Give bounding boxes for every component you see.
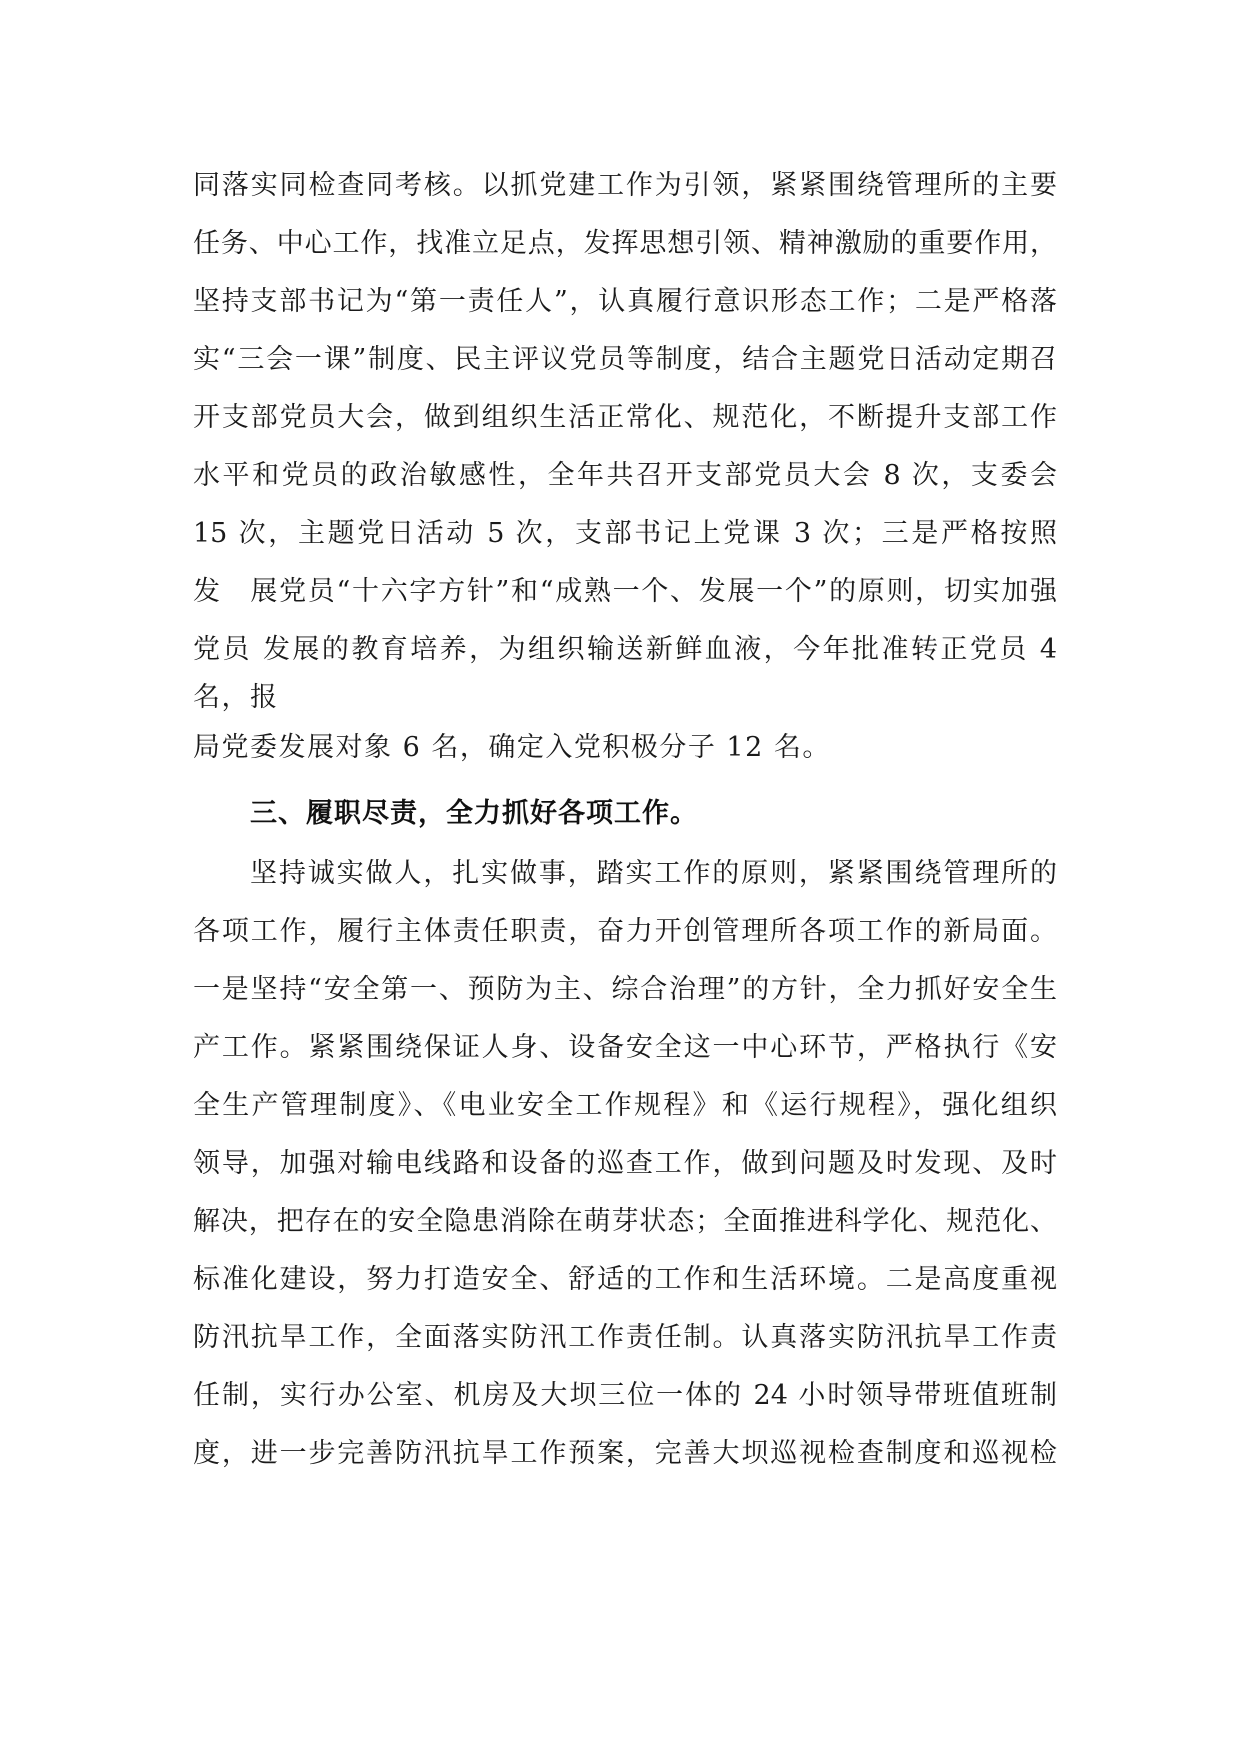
body-text-line: 各项工作，履行主体责任职责，奋力开创管理所各项工作的新局面。: [193, 916, 1057, 947]
body-text-line: 实“三会一课”制度、民主评议党员等制度，结合主题党日活动定期召: [193, 344, 1057, 375]
body-text-line: 党员 发展的教育培养，为组织输送新鲜血液，今年批准转正党员 4: [193, 634, 1057, 665]
body-text-line: 发 展党员“十六字方针”和“成熟一个、发展一个”的原则，切实加强: [193, 576, 1057, 607]
body-text-line: 产工作。紧紧围绕保证人身、设备安全这一中心环节，严格执行《安: [193, 1032, 1057, 1063]
body-text-line: 水平和党员的政治敏感性，全年共召开支部党员大会 8 次，支委会: [193, 460, 1057, 491]
body-text-line: 领导，加强对输电线路和设备的巡查工作，做到问题及时发现、及时: [193, 1148, 1057, 1179]
body-text-line: 任制，实行办公室、机房及大坝三位一体的 24 小时领导带班值班制: [193, 1380, 1057, 1411]
body-text-line: 坚持诚实做人，扎实做事，踏实工作的原则，紧紧围绕管理所的: [250, 858, 1057, 889]
body-text-line: 任务、中心工作，找准立足点，发挥思想引领、精神激励的重要作用，: [193, 228, 1057, 259]
body-text-line: 标准化建设，努力打造安全、舒适的工作和生活环境。二是高度重视: [193, 1264, 1057, 1295]
body-text-line: 局党委发展对象 6 名，确定入党积极分子 12 名。: [193, 732, 831, 763]
body-text-line: 度，进一步完善防汛抗旱工作预案，完善大坝巡视检查制度和巡视检: [193, 1438, 1057, 1469]
body-text-line: 坚持支部书记为“第一责任人”，认真履行意识形态工作；二是严格落: [193, 286, 1057, 317]
body-text-line: 名，报: [193, 682, 279, 713]
body-text-line: 全生产管理制度》、《电业安全工作规程》和《运行规程》，强化组织: [193, 1090, 1057, 1121]
body-text-line: 解决，把存在的安全隐患消除在萌芽状态；全面推进科学化、规范化、: [193, 1206, 1057, 1237]
body-text-line: 同落实同检查同考核。以抓党建工作为引领，紧紧围绕管理所的主要: [193, 170, 1057, 201]
body-text-line: 一是坚持“安全第一、预防为主、综合治理”的方针，全力抓好安全生: [193, 974, 1057, 1005]
body-text-line: 15 次，主题党日活动 5 次，支部书记上党课 3 次；三是严格按照: [193, 518, 1057, 549]
body-text-line: 防汛抗旱工作，全面落实防汛工作责任制。认真落实防汛抗旱工作责: [193, 1322, 1057, 1353]
section-heading: 三、履职尽责，全力抓好各项工作。: [250, 798, 698, 829]
body-text-line: 开支部党员大会，做到组织生活正常化、规范化，不断提升支部工作: [193, 402, 1057, 433]
